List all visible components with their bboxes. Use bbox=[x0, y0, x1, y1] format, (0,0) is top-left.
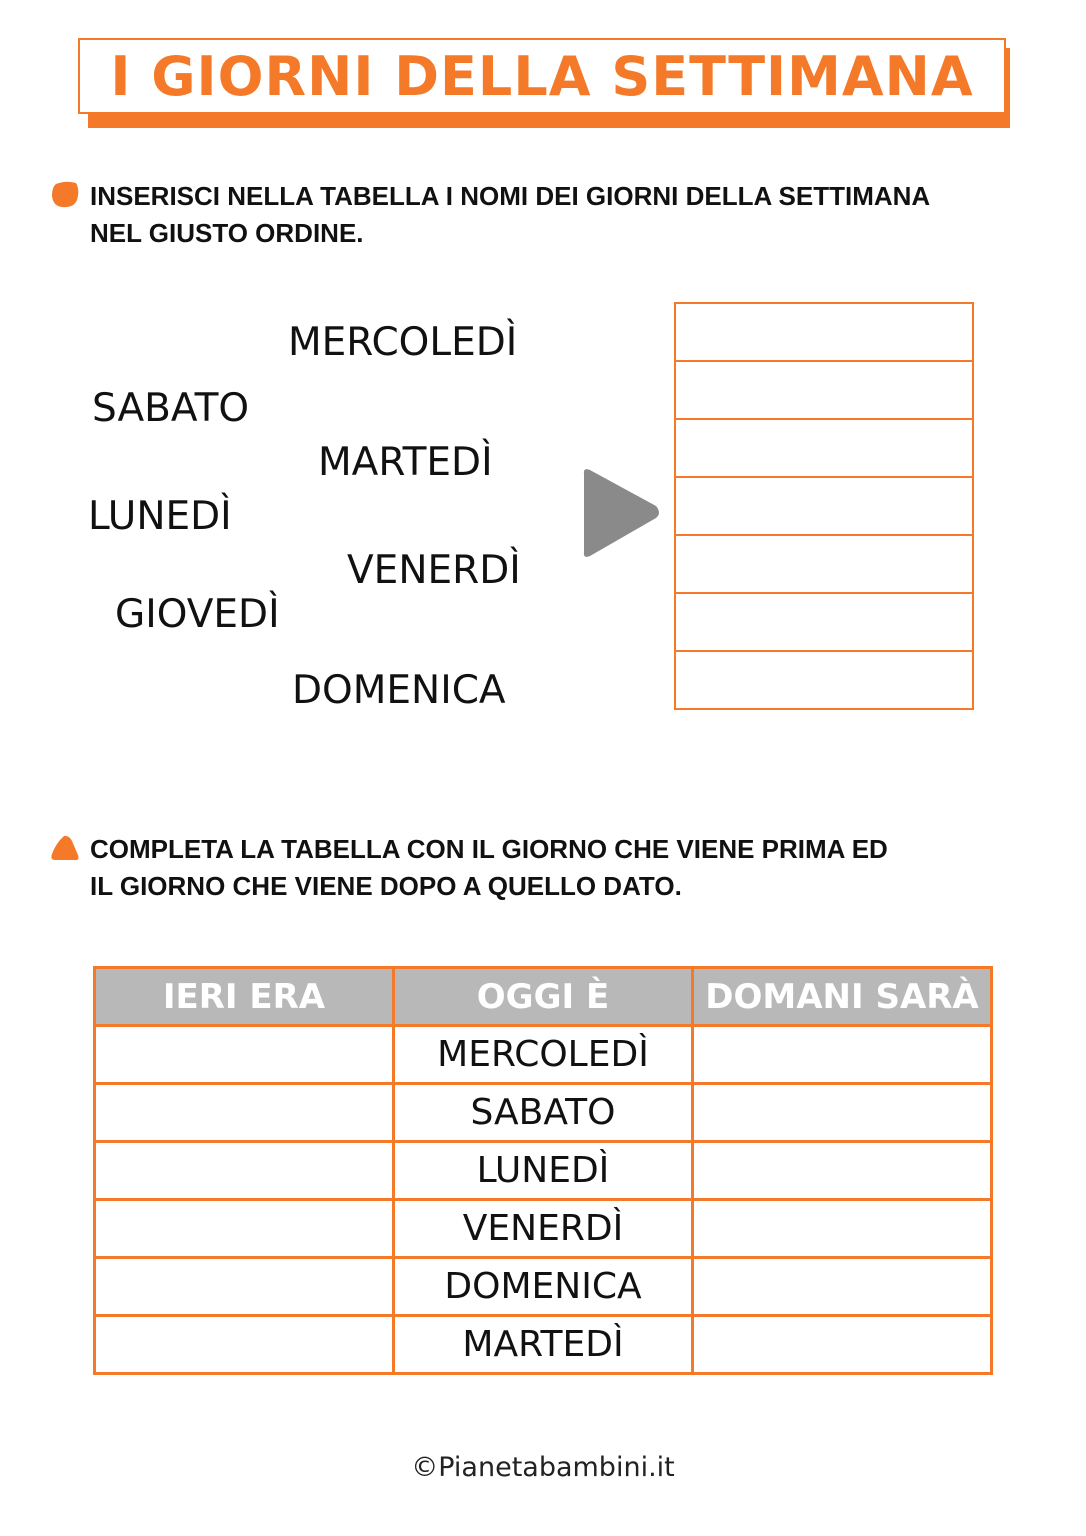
answer-cell[interactable] bbox=[675, 535, 973, 593]
answer-cell[interactable] bbox=[675, 477, 973, 535]
exercise2-text bbox=[90, 831, 1030, 905]
tomorrow-cell[interactable] bbox=[693, 1084, 992, 1142]
table-row bbox=[95, 1142, 992, 1200]
exercise2-line1: COMPLETA LA TABELLA CON IL GIORNO CHE VIENE PRIMA ED bbox=[90, 834, 888, 864]
page-title: I GIORNI DELLA SETTIMANA bbox=[110, 44, 974, 108]
title-banner bbox=[78, 38, 1018, 128]
word-martedi: MARTEDÌ bbox=[318, 440, 493, 485]
today-cell: DOMENICA bbox=[394, 1258, 693, 1316]
table-row bbox=[95, 1084, 992, 1142]
today-cell: MERCOLEDÌ bbox=[394, 1026, 693, 1084]
yesterday-cell[interactable] bbox=[95, 1084, 394, 1142]
exercise1-line1: INSERISCI NELLA TABELLA I NOMI DEI GIORNI DELLA SETTIMANA bbox=[90, 181, 931, 211]
today-cell: LUNEDÌ bbox=[394, 1142, 693, 1200]
today-cell: MARTEDÌ bbox=[394, 1316, 693, 1374]
today-cell: VENERDÌ bbox=[394, 1200, 693, 1258]
answer-row bbox=[675, 593, 973, 651]
yesterday-cell[interactable] bbox=[95, 1316, 394, 1374]
word-lunedi: LUNEDÌ bbox=[88, 494, 232, 539]
table-row bbox=[95, 1200, 992, 1258]
yesterday-cell[interactable] bbox=[95, 1200, 394, 1258]
footer-credit: ©Pianetabambini.it bbox=[411, 1452, 675, 1483]
tomorrow-cell[interactable] bbox=[693, 1258, 992, 1316]
tomorrow-cell[interactable] bbox=[693, 1200, 992, 1258]
answer-row bbox=[675, 419, 973, 477]
days-table bbox=[93, 966, 993, 1375]
answer-row bbox=[675, 361, 973, 419]
table-row bbox=[95, 1258, 992, 1316]
exercise2-line2: IL GIORNO CHE VIENE DOPO A QUELLO DATO. bbox=[90, 871, 682, 901]
answer-row bbox=[675, 477, 973, 535]
word-domenica: DOMENICA bbox=[292, 668, 506, 713]
table-row bbox=[95, 1026, 992, 1084]
exercise1-line2: NEL GIUSTO ORDINE. bbox=[90, 218, 364, 248]
yesterday-cell[interactable] bbox=[95, 1026, 394, 1084]
table-row bbox=[95, 1316, 992, 1374]
header-oggi-e: OGGI È bbox=[394, 968, 693, 1026]
answer-table bbox=[674, 302, 974, 710]
word-sabato: SABATO bbox=[92, 386, 250, 431]
tomorrow-cell[interactable] bbox=[693, 1142, 992, 1200]
answer-cell[interactable] bbox=[675, 593, 973, 651]
orange-triangle-blob-icon bbox=[50, 833, 80, 863]
answer-cell[interactable] bbox=[675, 651, 973, 709]
play-arrow-icon bbox=[580, 466, 662, 560]
answer-cell[interactable] bbox=[675, 361, 973, 419]
word-giovedi: GIOVEDÌ bbox=[115, 592, 280, 637]
answer-cell[interactable] bbox=[675, 419, 973, 477]
answer-row bbox=[675, 303, 973, 361]
answer-cell[interactable] bbox=[675, 303, 973, 361]
tomorrow-cell[interactable] bbox=[693, 1026, 992, 1084]
yesterday-cell[interactable] bbox=[95, 1258, 394, 1316]
header-ieri-era: IERI ERA bbox=[95, 968, 394, 1026]
days-table-header-row bbox=[95, 968, 992, 1026]
header-domani-sara: DOMANI SARÀ bbox=[693, 968, 992, 1026]
answer-row bbox=[675, 535, 973, 593]
orange-blob-icon bbox=[50, 180, 80, 210]
word-mercoledi: MERCOLEDÌ bbox=[288, 320, 518, 365]
yesterday-cell[interactable] bbox=[95, 1142, 394, 1200]
tomorrow-cell[interactable] bbox=[693, 1316, 992, 1374]
exercise1-text bbox=[90, 178, 1030, 252]
title-box bbox=[78, 38, 1006, 114]
answer-row bbox=[675, 651, 973, 709]
today-cell: SABATO bbox=[394, 1084, 693, 1142]
word-venerdi: VENERDÌ bbox=[347, 548, 521, 593]
